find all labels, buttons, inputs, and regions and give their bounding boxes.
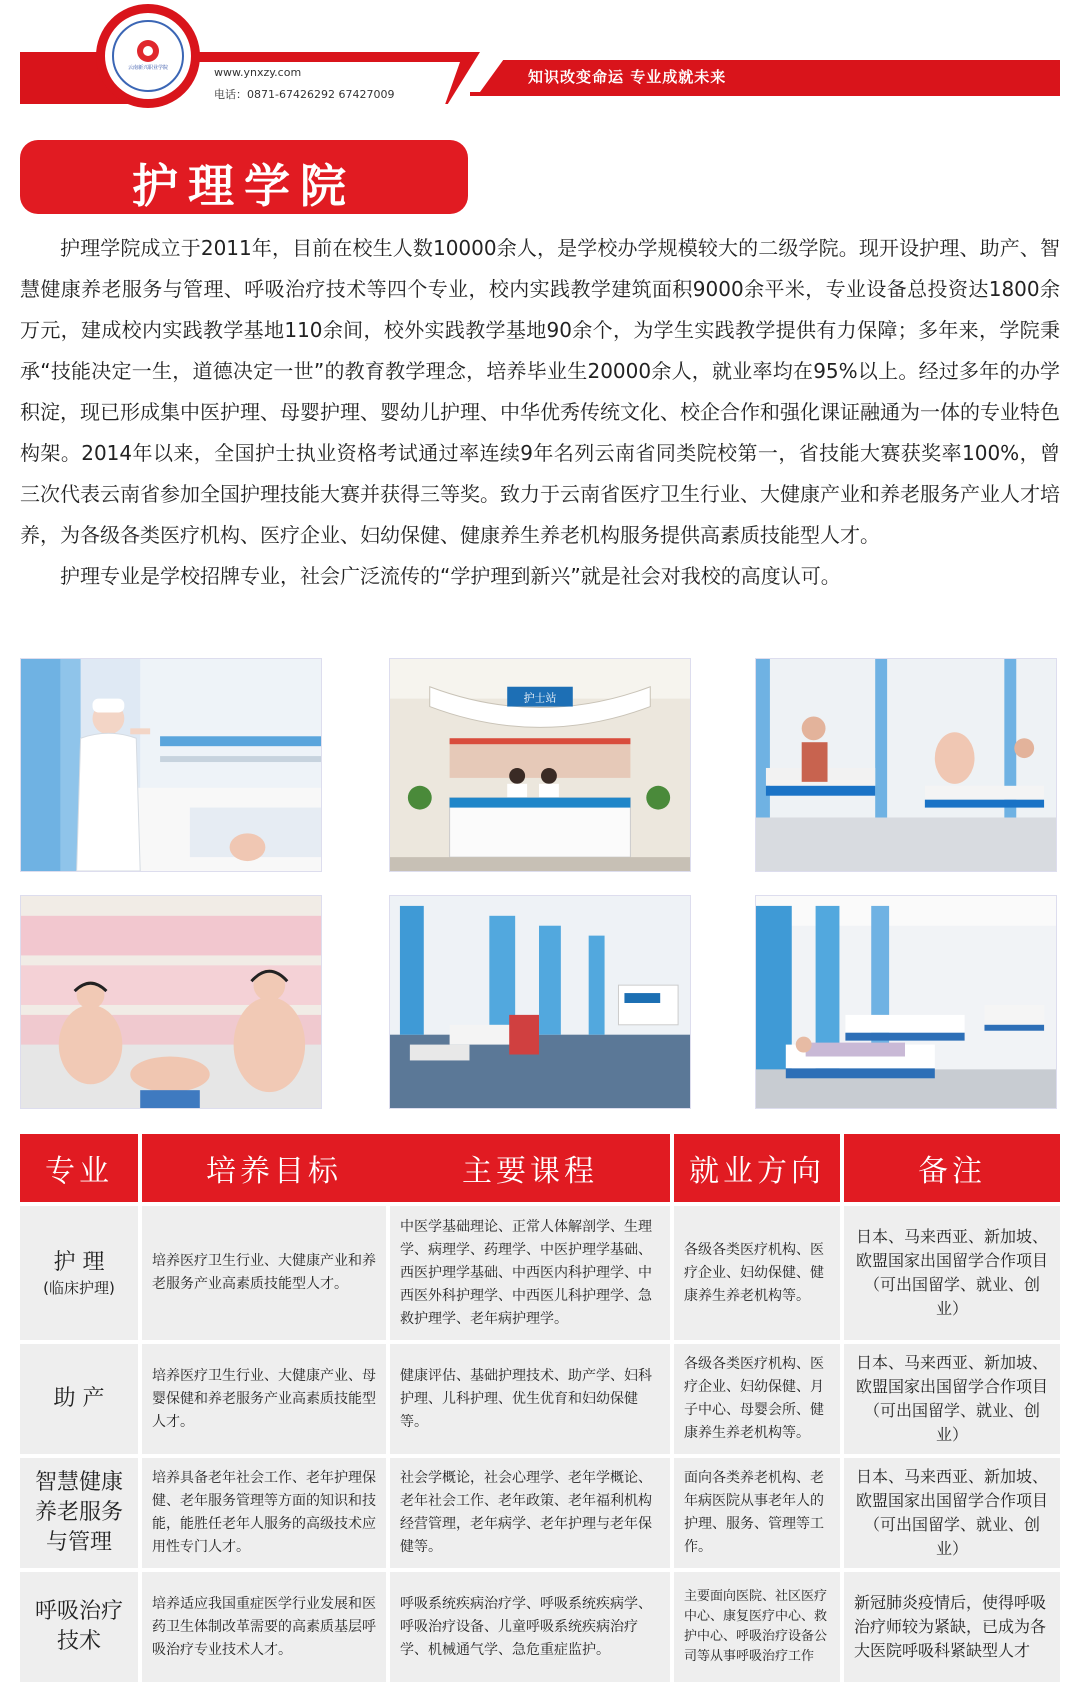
header-red-line [470, 92, 1060, 96]
logo-heart-icon [137, 40, 159, 62]
table-row-2-notes: 日本、马来西亚、新加坡、欧盟国家出国留学合作项目（可出国留学、就业、创业） [844, 1344, 1060, 1454]
slogan: 知识改变命运 专业成就未来 [528, 68, 727, 86]
table-row-4-courses: 呼吸系统疾病治疗学、呼吸系统疾病学、呼吸治疗设备、儿童呼吸系统疾病治疗学、机械通气学、急危重症监护。 [390, 1572, 670, 1682]
table-row-3-goal: 培养具备老年社会工作、老年护理保健、老年服务管理等方面的知识和技能，能胜任老年人服务的高级技术应用性专门人才。 [142, 1458, 386, 1568]
page-header [0, 0, 1080, 130]
major-name: 呼吸治疗技术 [34, 1599, 123, 1654]
website-url[interactable]: www.ynxzy.com [214, 66, 302, 79]
photo-ward-beds [755, 895, 1057, 1109]
nurse-station-sign: 护士站 [523, 691, 557, 705]
major-subtitle: (临床护理) [43, 1279, 115, 1297]
photo-nurse-station [389, 658, 691, 872]
photo-anatomy-models [755, 658, 1057, 872]
table-row-4-notes: 新冠肺炎疫情后，使得呼吸治疗师较为紧缺，已成为各大医院呼吸科紧缺型人才 [844, 1572, 1060, 1682]
table-header-courses: 主要课程 [390, 1134, 670, 1202]
photo-practice-classroom [20, 895, 322, 1109]
table-row-2-major [20, 1344, 138, 1454]
photo-ward-curtains [389, 895, 691, 1109]
intro-paragraph-1: 护理学院成立于2011年，目前在校生人数10000余人，是学校办学规模较大的二级学院。现开设护理、助产、智慧健康养老服务与管理、呼吸治疗技术等四个专业，校内实践教学建筑面积9000余平米，专业设备总投资达1800余万元，建成校内实践教学基地110余间，校外实践教学基地90余个，为学生实践教学提供有力保障；多年来，学院秉承“技能决定一生，道德决定一世”的教育教学理念，培养毕业生20000余人，就业率均在95%以上。经过多年的办学积淀，现已形成集中医护理、母婴护理、婴幼儿护理、中华优秀传统文化、校企合作和强化课证融通为一体的专业特色构架。2014年以来，全国护士执业资格考试通过率连续9年名列云南省同类院校第一，省技能大赛获奖率100%，曾三次代表云南省参加全国护理技能大赛并获得三等奖。致力于云南省医疗卫生行业、大健康产业和养老服务产业人才培养，为各级各类医疗机构、医疗企业、妇幼保健、健康养生养老机构服务提供高素质技能型人才。 [20, 236, 1060, 547]
table-row-1-notes: 日本、马来西亚、新加坡、欧盟国家出国留学合作项目（可出国留学、就业、创业） [844, 1206, 1060, 1340]
table-row-4-careers: 主要面向医院、社区医疗中心、康复医疗中心、救护中心、呼吸治疗设备公司等从事呼吸治疗工作 [674, 1572, 840, 1682]
table-row-4-major [20, 1572, 138, 1682]
phone-number: 电话：0871-67426292 67427009 [214, 88, 395, 101]
table-row-3-courses: 社会学概论，社会心理学、老年学概论、老年社会工作、老年政策、老年福利机构经营管理，老年病学、老年护理与老年保健等。 [390, 1458, 670, 1568]
table-header-careers: 就业方向 [674, 1134, 840, 1202]
table-row-3-major [20, 1458, 138, 1568]
program-table [20, 1134, 1060, 1682]
table-row-1-goal: 培养医疗卫生行业、大健康产业和养老服务产业高素质技能型人才。 [142, 1206, 386, 1340]
table-row-2-courses: 健康评估、基础护理技术、助产学、妇科护理、儿科护理、优生优育和妇幼保健等。 [390, 1344, 670, 1454]
photo-nurse-ward [20, 658, 322, 872]
table-row-2-careers: 各级各类医疗机构、医疗企业、妇幼保健、月子中心、母婴会所、健康养生养老机构等。 [674, 1344, 840, 1454]
table-row-2-goal: 培养医疗卫生行业、大健康产业、母婴保健和养老服务产业高素质技能型人才。 [142, 1344, 386, 1454]
major-name: 助 产 [53, 1386, 105, 1411]
intro-text [20, 228, 1060, 597]
table-header-major: 专业 [20, 1134, 138, 1202]
table-row-3-careers: 面向各类养老机构、老年病医院从事老年人的护理、服务、管理等工作。 [674, 1458, 840, 1568]
table-row-1-courses: 中医学基础理论、正常人体解剖学、生理学、病理学、药理学、中医护理学基础、西医护理学基础、中西医内科护理学、中西医外科护理学、中西医儿科护理学、急救护理学、老年病护理学。 [390, 1206, 670, 1340]
logo-text: 云南新兴职业学院 [128, 65, 169, 71]
table-row-4-goal: 培养适应我国重症医学行业发展和医药卫生体制改革需要的高素质基层呼吸治疗专业技术人才。 [142, 1572, 386, 1682]
intro-paragraph-2: 护理专业是学校招牌专业，社会广泛流传的“学护理到新兴”就是社会对我校的高度认可。 [60, 564, 841, 588]
major-name: 护 理 [53, 1250, 105, 1275]
major-name: 智慧健康养老服务与管理 [34, 1470, 123, 1555]
table-row-3-notes: 日本、马来西亚、新加坡、欧盟国家出国留学合作项目（可出国留学、就业、创业） [844, 1458, 1060, 1568]
section-title: 护理学院 [132, 159, 356, 213]
table-header-notes: 备注 [844, 1134, 1060, 1202]
table-row-1-major [20, 1206, 138, 1340]
table-row-1-careers: 各级各类医疗机构、医疗企业、妇幼保健、健康养生养老机构等。 [674, 1206, 840, 1340]
table-header-goal: 培养目标 [142, 1134, 406, 1202]
